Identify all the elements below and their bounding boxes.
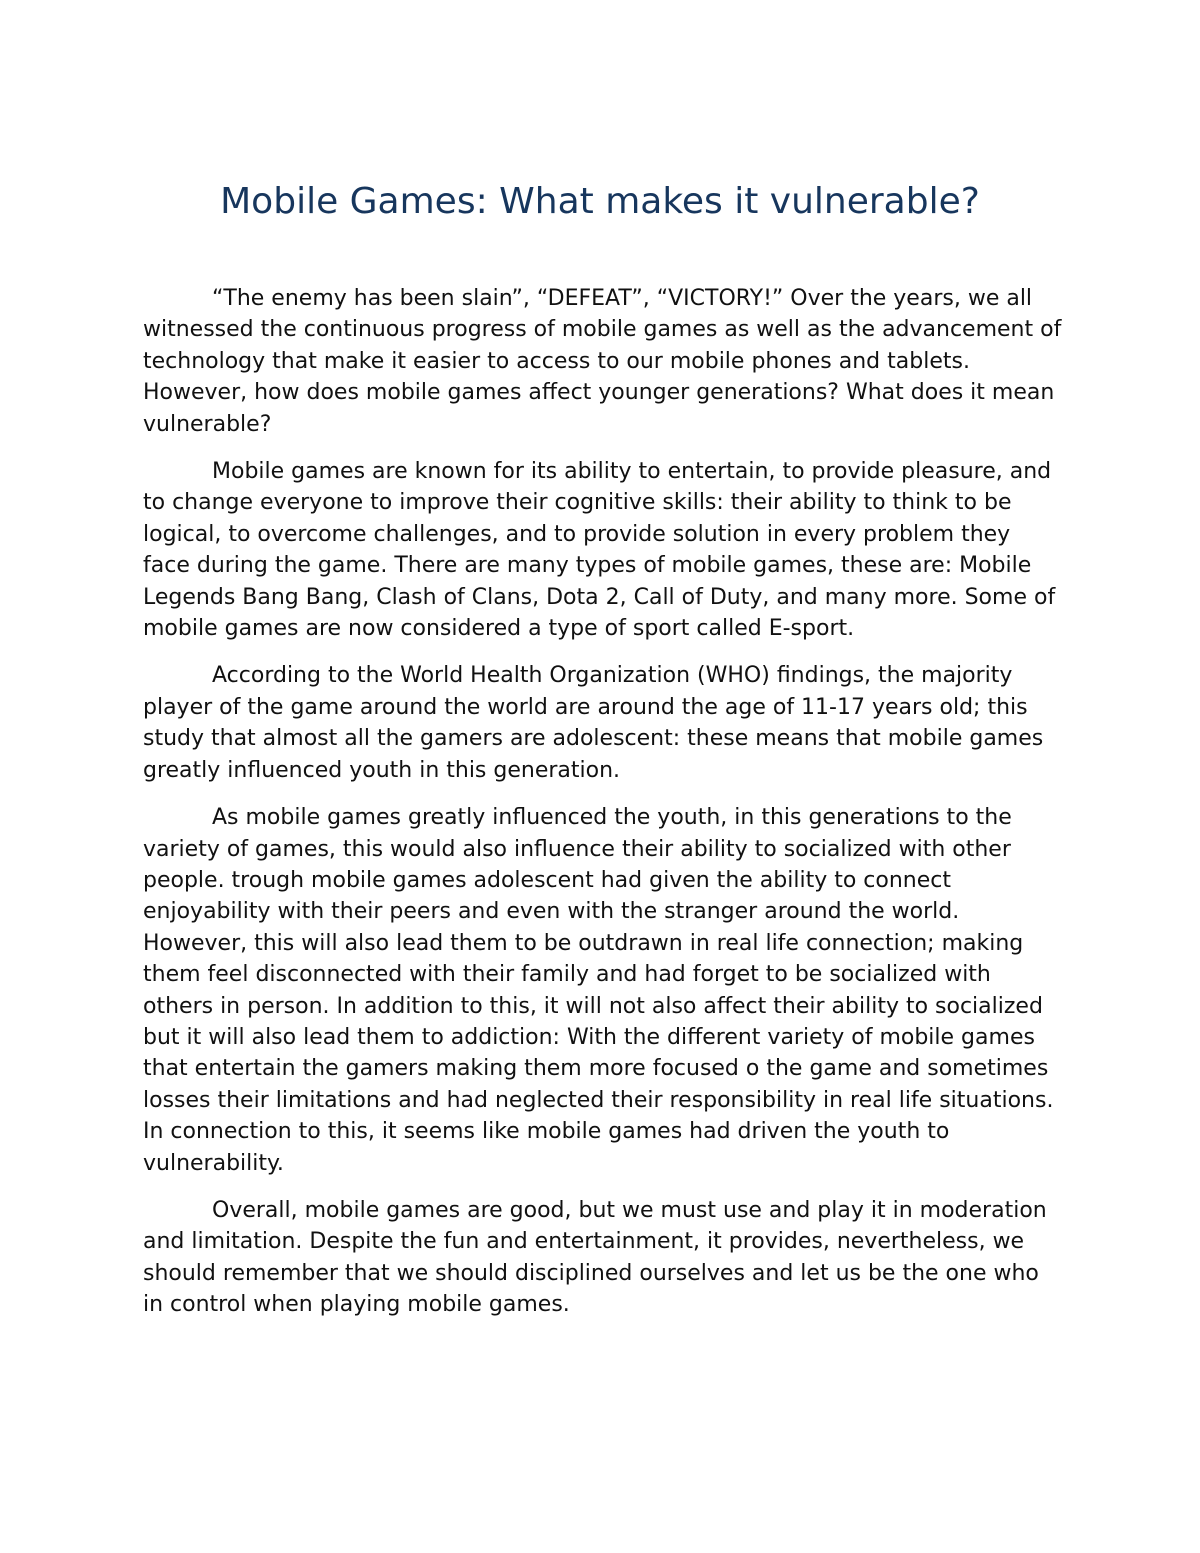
paragraph-social-effects: As mobile games greatly influenced the youth, in this generations to the variety of games, this would also influence their ability to socialized with other people. trough mobile games adolescent had given the ability to connect enjoyability with their peers and even with the stranger around the world. However, this will also lead them to be outdrawn in real life connection; making them feel disconnected with their family and had forget to be socialized with others in person. In addition to this, it will not also affect their ability to socialized but it will also lead them to addiction: With the different variety of mobile games that entertain the gamers making them more focused o the game and sometimes losses their limitations and had neglected their responsibility in real life situations. In connection to this, it seems like mobile games had driven the youth to vulnerability. — [143, 805, 1054, 1176]
paragraph-intro: “The enemy has been slain”, “DEFEAT”, “VICTORY!” Over the years, we all witnessed the continuous progress of mobile games as well as the advancement of technology that make it easier to access to our mobile phones and tablets. However, how does mobile games affect younger generations? What does it mean vulnerable? — [143, 286, 1062, 437]
paragraph-conclusion: Overall, mobile games are good, but we must use and play it in moderation and limitation. Despite the fun and entertainment, it provides, nevertheless, we should remember that we should disciplined ourselves and let us be the one who in control when playing mobile games. — [143, 1197, 1047, 1318]
document-body — [143, 283, 1063, 1337]
document-title: Mobile Games: What makes it vulnerable? — [220, 181, 980, 222]
paragraph-who-findings: According to the World Health Organization (WHO) findings, the majority player of the game around the world are around the age of 11-17 years old; this study that almost all the gamers are adolescent: these means that mobile games greatly influenced youth in this generation. — [143, 663, 1044, 783]
paragraph-benefits: Mobile games are known for its ability to entertain, to provide pleasure, and to change everyone to improve their cognitive skills: their ability to think to be logical, to overcome challenges, and to provide solution in every problem they face during the game. There are many types of mobile games, these are: Mobile Legends Bang Bang, Clash of Clans, Dota 2, Call of Duty, and many more. Some of mobile games are now considered a type of sport called E-sport. — [143, 459, 1056, 642]
